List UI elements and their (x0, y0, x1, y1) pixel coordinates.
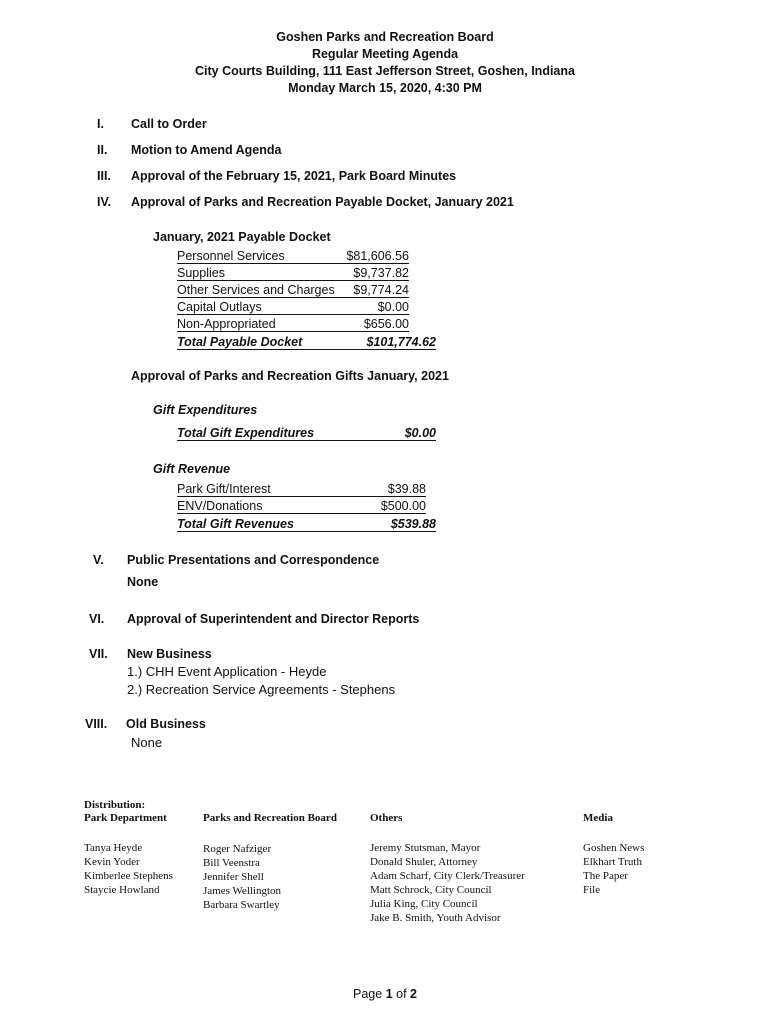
docket-total-row (177, 333, 436, 350)
agenda-title: Old Business (126, 717, 206, 731)
docket-row (177, 281, 409, 298)
distribution-name: Adam Scharf, City Clerk/Treasurer (370, 870, 525, 882)
agenda-num: II. (97, 143, 108, 157)
agenda-title: Approval of Parks and Recreation Payable Docket, January 2021 (131, 195, 514, 209)
docket-row (177, 264, 409, 281)
agenda-num: VIII. (85, 717, 108, 731)
distribution-column (583, 841, 644, 897)
page-word: Page (353, 987, 383, 1001)
agenda-subtext: None (127, 575, 159, 589)
agenda-num: V. (93, 553, 104, 567)
agenda-num: VII. (89, 647, 108, 661)
docket-row-label: Other Services and Charges (177, 283, 335, 297)
docket-row-label: Non-Appropriated (177, 317, 276, 331)
distribution-name: Barbara Swartley (203, 899, 280, 911)
distribution-name: Roger Nafziger (203, 843, 272, 855)
gift-expenditures-heading: Gift Expenditures (153, 403, 258, 417)
docket-row-amount: $9,737.82 (353, 266, 409, 280)
agenda-title: Public Presentations and Correspondence (127, 553, 380, 567)
meeting-location: City Courts Building, 111 East Jefferson Street, Goshen, Indiana (195, 64, 575, 78)
distribution-name: Goshen News (583, 842, 645, 854)
gift-revenue-total-row (177, 515, 436, 532)
distribution-name: James Wellington (203, 885, 282, 897)
distribution-heading: Parks and Recreation Board (203, 812, 337, 824)
gift-revenue-total-label: Total Gift Revenues (177, 517, 294, 531)
page-current: 1 (385, 987, 393, 1001)
distribution-name: Tanya Heyde (84, 842, 143, 854)
docket-row-label: Personnel Services (177, 249, 285, 263)
distribution-name: Staycie Howland (84, 884, 160, 896)
agenda-num: III. (97, 169, 111, 183)
gift-revenue-total-amount: $539.88 (390, 517, 436, 531)
distribution-name: File (583, 884, 601, 896)
distribution-heading: Park Department (84, 812, 167, 824)
docket-row-amount: $656.00 (363, 317, 409, 331)
meeting-type: Regular Meeting Agenda (311, 47, 459, 61)
docket-row-amount: $0.00 (377, 300, 409, 314)
gift-revenue-amount: $500.00 (380, 499, 426, 513)
agenda-num: VI. (89, 612, 105, 626)
distribution-name: Bill Veenstra (203, 857, 260, 869)
page-total: 2 (410, 987, 417, 1001)
board-name: Goshen Parks and Recreation Board (276, 30, 494, 44)
gift-revenue-label: ENV/Donations (177, 499, 263, 513)
docket-row-label: Supplies (177, 266, 225, 280)
distribution-name: Elkhart Truth (583, 856, 642, 868)
gifts-title: Approval of Parks and Recreation Gifts January, 2021 (131, 369, 449, 383)
gift-revenue-heading: Gift Revenue (153, 462, 231, 476)
docket-total-label: Total Payable Docket (177, 335, 303, 349)
distribution-label: Distribution: (84, 799, 146, 811)
gift-revenue-row (177, 497, 426, 514)
agenda-subtext: None (131, 735, 163, 750)
agenda-num: IV. (97, 195, 112, 209)
distribution-name: Jennifer Shell (203, 871, 264, 883)
distribution-name: Jeremy Stutsman, Mayor (370, 842, 481, 854)
distribution-column (84, 841, 173, 897)
docket-row (177, 247, 409, 264)
distribution-name: Kimberlee Stephens (84, 870, 173, 882)
gift-revenue-row (177, 480, 426, 497)
page-number (0, 987, 770, 1001)
docket-row (177, 298, 409, 315)
agenda-title: Approval of Superintendent and Director Reports (127, 612, 420, 626)
distribution-heading: Others (370, 812, 403, 824)
distribution-name: Julia King, City Council (370, 898, 478, 910)
distribution-name: Matt Schrock, City Council (370, 884, 492, 896)
new-business-item: 2.) Recreation Service Agreements - Stephens (127, 682, 396, 697)
docket-row (177, 315, 409, 332)
gift-revenue-label: Park Gift/Interest (177, 482, 271, 496)
docket-title: January, 2021 Payable Docket (153, 230, 331, 244)
distribution-column (203, 842, 281, 912)
page-of: of (396, 987, 407, 1001)
gift-expenditures-total-label: Total Gift Expenditures (177, 426, 315, 440)
agenda-title: Call to Order (131, 117, 207, 131)
distribution-heading: Media (583, 812, 613, 824)
docket-total-amount: $101,774.62 (366, 335, 436, 349)
distribution-name: Donald Shuler, Attorney (370, 856, 478, 868)
distribution-name: Kevin Yoder (84, 856, 140, 868)
gift-revenue-amount: $39.88 (387, 482, 426, 496)
new-business-item: 1.) CHH Event Application - Heyde (127, 664, 327, 679)
agenda-title: New Business (127, 647, 212, 661)
gift-expenditures-total-row (177, 424, 436, 441)
docket-row-label: Capital Outlays (177, 300, 262, 314)
docket-row-amount: $9,774.24 (353, 283, 409, 297)
distribution-name: The Paper (583, 870, 628, 882)
meeting-date: Monday March 15, 2020, 4:30 PM (288, 81, 482, 95)
agenda-title: Approval of the February 15, 2021, Park Board Minutes (131, 169, 457, 183)
distribution-column (370, 841, 525, 925)
gift-expenditures-total-amount: $0.00 (404, 426, 436, 440)
agenda-num: I. (97, 117, 104, 131)
distribution-name: Jake B. Smith, Youth Advisor (370, 912, 501, 924)
agenda-title: Motion to Amend Agenda (131, 143, 282, 157)
docket-row-amount: $81,606.56 (346, 249, 409, 263)
